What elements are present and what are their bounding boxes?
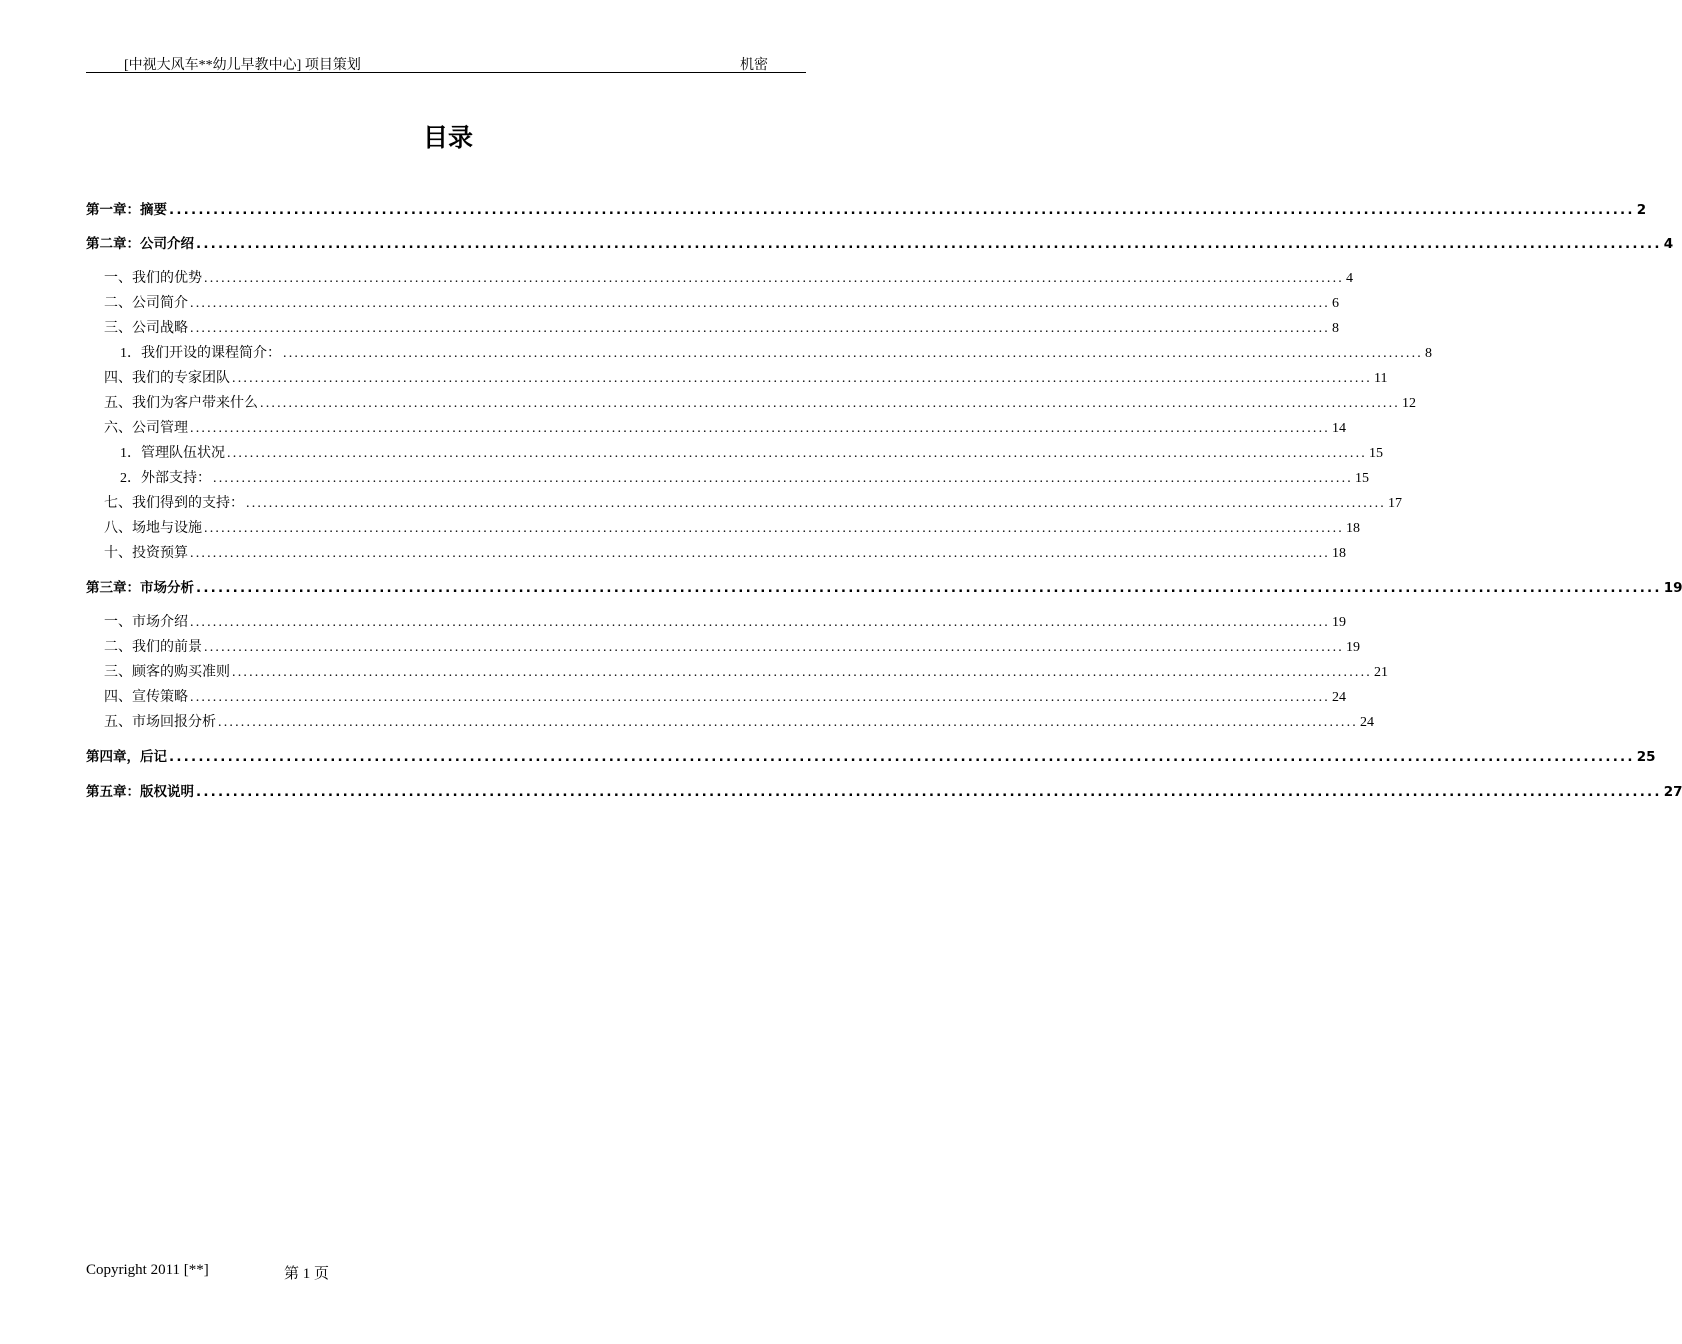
toc-leader-dots: ........................................................................................................................................................................................................ xyxy=(190,296,1330,311)
toc-section-entry[interactable] xyxy=(86,342,1432,364)
toc-entry-page-number: 4 xyxy=(1663,236,1674,252)
toc-section-entry[interactable] xyxy=(86,661,1388,683)
toc-entry-page-number: 8 xyxy=(1425,346,1432,361)
toc-entry-page-number: 12 xyxy=(1402,396,1416,411)
toc-section-entry[interactable] xyxy=(86,442,1383,464)
toc-leader-dots: ........................................................................................................................................................................................................ xyxy=(283,346,1423,361)
toc-entry-label: 四、我们的专家团队 xyxy=(104,371,230,386)
toc-entry-label: 八、场地与设施 xyxy=(104,521,202,536)
toc-entry-label: 2．外部支持： xyxy=(120,471,211,486)
toc-entry-page-number: 27 xyxy=(1663,784,1682,800)
toc-chapter-entry[interactable] xyxy=(86,198,1647,220)
toc-section-entry[interactable] xyxy=(86,711,1374,733)
toc-entry-page-number: 17 xyxy=(1388,496,1402,511)
toc-entry-label: 五、我们为客户带来什么 xyxy=(104,396,258,411)
toc-entry-label: 第二章：公司介绍 xyxy=(86,236,194,252)
toc-entry-page-number: 24 xyxy=(1332,690,1346,705)
toc-section-entry[interactable] xyxy=(86,392,1416,414)
toc-entry-page-number: 2 xyxy=(1636,202,1647,218)
footer-page-number: 第 1 页 xyxy=(284,1266,330,1282)
toc-leader-dots: ........................................................................................................................................................................................................ xyxy=(190,690,1330,705)
toc-leader-dots: ........................................................................................................................................................................................................ xyxy=(227,446,1367,461)
toc-leader-dots: ........................................................................................................................................................................................................ xyxy=(213,471,1353,486)
toc-entry-page-number: 19 xyxy=(1332,615,1346,630)
toc-section-entry[interactable] xyxy=(86,292,1339,314)
toc-leader-dots: ........................................................................................................................................................................................................ xyxy=(190,421,1330,436)
toc-section-entry[interactable] xyxy=(86,517,1360,539)
toc-leader-dots: ........................................................................................................................................................................................................ xyxy=(169,202,1635,218)
toc-entry-page-number: 25 xyxy=(1636,749,1656,765)
toc-leader-dots: ........................................................................................................................................................................................................ xyxy=(190,615,1330,630)
toc-section-entry[interactable] xyxy=(86,686,1346,708)
toc-entry-page-number: 15 xyxy=(1355,471,1369,486)
toc-entry-label: 十、投资预算 xyxy=(104,546,188,561)
toc-leader-dots: ........................................................................................................................................................................................................ xyxy=(190,546,1330,561)
toc-entry-page-number: 6 xyxy=(1332,296,1339,311)
toc-section-entry[interactable] xyxy=(86,542,1346,564)
toc-entry-page-number: 21 xyxy=(1374,665,1388,680)
toc-entry-label: 第三章：市场分析 xyxy=(86,580,194,596)
toc-leader-dots: ........................................................................................................................................................................................................ xyxy=(169,749,1635,765)
toc-entry-page-number: 19 xyxy=(1346,640,1360,655)
toc-entry-page-number: 15 xyxy=(1369,446,1383,461)
toc-leader-dots: ........................................................................................................................................................................................................ xyxy=(204,640,1344,655)
toc-section-entry[interactable] xyxy=(86,267,1353,289)
header-title: [中视大风车**幼儿早教中心] 项目策划 xyxy=(124,58,361,73)
toc-leader-dots: ........................................................................................................................................................................................................ xyxy=(218,715,1358,730)
toc-entry-label: 一、我们的优势 xyxy=(104,271,202,286)
toc-entry-page-number: 24 xyxy=(1360,715,1374,730)
toc-leader-dots: ........................................................................................................................................................................................................ xyxy=(232,371,1372,386)
toc-leader-dots: ........................................................................................................................................................................................................ xyxy=(196,580,1662,596)
toc-chapter-entry[interactable] xyxy=(86,232,1674,254)
toc-entry-label: 1．我们开设的课程简介： xyxy=(120,346,281,361)
toc-leader-dots: ........................................................................................................................................................................................................ xyxy=(204,271,1344,286)
toc-entry-page-number: 18 xyxy=(1346,521,1360,536)
toc-entry-label: 第一章：摘要 xyxy=(86,202,167,218)
toc-leader-dots: ........................................................................................................................................................................................................ xyxy=(260,396,1400,411)
toc-entry-label: 一、市场介绍 xyxy=(104,615,188,630)
toc-section-entry[interactable] xyxy=(86,611,1346,633)
toc-entry-label: 第五章：版权说明 xyxy=(86,784,194,800)
toc-entry-label: 二、我们的前景 xyxy=(104,640,202,655)
toc-section-entry[interactable] xyxy=(86,492,1402,514)
toc-entry-page-number: 8 xyxy=(1332,321,1339,336)
toc-entry-page-number: 4 xyxy=(1346,271,1353,286)
page-header xyxy=(86,54,806,73)
toc-entry-label: 三、公司战略 xyxy=(104,321,188,336)
toc-entry-label: 五、市场回报分析 xyxy=(104,715,216,730)
toc-leader-dots: ........................................................................................................................................................................................................ xyxy=(246,496,1386,511)
toc-leader-dots: ........................................................................................................................................................................................................ xyxy=(190,321,1330,336)
toc-entry-page-number: 14 xyxy=(1332,421,1346,436)
toc-entry-label: 七、我们得到的支持： xyxy=(104,496,244,511)
toc-section-entry[interactable] xyxy=(86,636,1360,658)
toc-section-entry[interactable] xyxy=(86,417,1346,439)
toc-entry-label: 四、宣传策略 xyxy=(104,690,188,705)
toc-entry-page-number: 18 xyxy=(1332,546,1346,561)
toc-entry-label: 三、顾客的购买准则 xyxy=(104,665,230,680)
footer-copyright: Copyright 2011 [**] xyxy=(86,1262,209,1278)
toc-entry-label: 第四章，后记 xyxy=(86,749,167,765)
toc-entry-page-number: 11 xyxy=(1374,371,1388,386)
toc-entry-page-number: 19 xyxy=(1663,580,1682,596)
toc-entry-label: 1．管理队伍状况 xyxy=(120,446,225,461)
toc-entry-label: 二、公司简介 xyxy=(104,296,188,311)
header-confidential-mark: 机密 xyxy=(740,58,768,73)
toc-leader-dots: ........................................................................................................................................................................................................ xyxy=(204,521,1344,536)
toc-leader-dots: ........................................................................................................................................................................................................ xyxy=(232,665,1372,680)
toc-section-entry[interactable] xyxy=(86,367,1388,389)
toc-leader-dots: ........................................................................................................................................................................................................ xyxy=(196,784,1662,800)
toc-entry-label: 六、公司管理 xyxy=(104,421,188,436)
toc-section-entry[interactable] xyxy=(86,467,1369,489)
toc-chapter-entry[interactable] xyxy=(86,576,1682,598)
document-title: 目录 xyxy=(422,123,473,152)
toc-chapter-entry[interactable] xyxy=(86,745,1656,767)
toc-section-entry[interactable] xyxy=(86,317,1339,339)
toc-chapter-entry[interactable] xyxy=(86,780,1682,802)
toc-leader-dots: ........................................................................................................................................................................................................ xyxy=(196,236,1662,252)
